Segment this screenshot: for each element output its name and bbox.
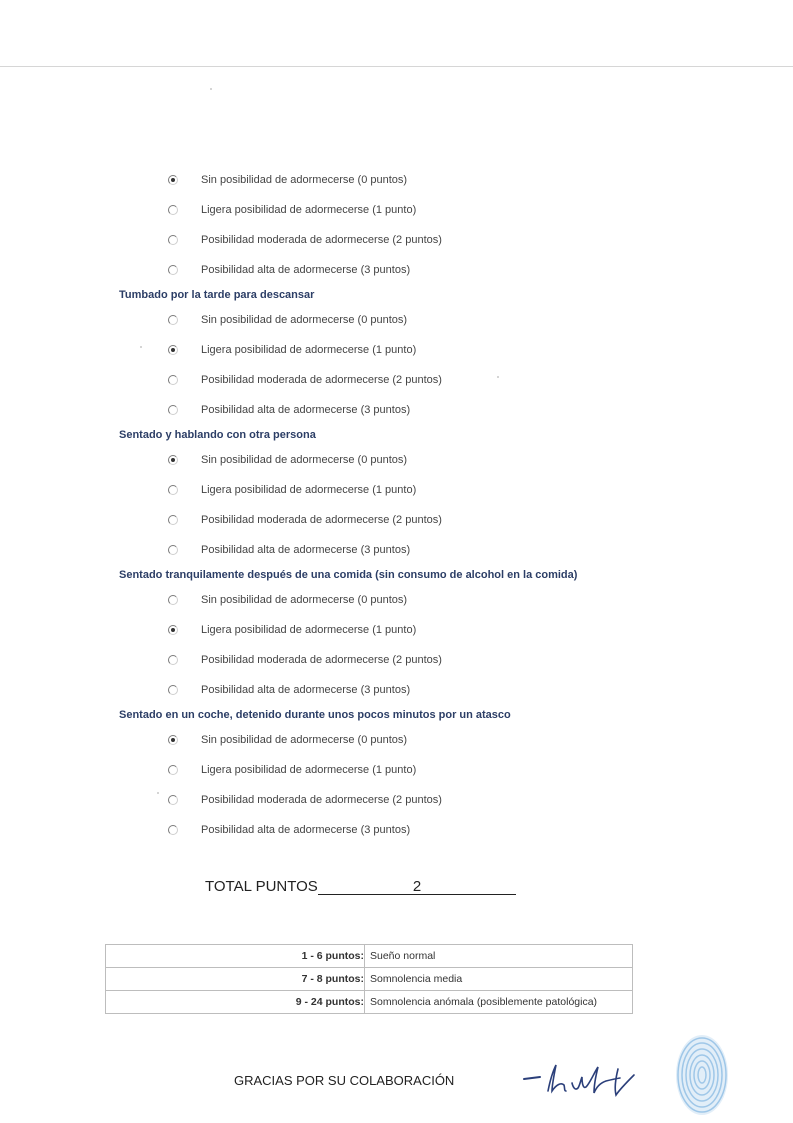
option-label: Sin posibilidad de adormecerse (0 puntos): [201, 174, 408, 186]
radio-button[interactable]: [168, 765, 178, 775]
option-label: Posibilidad alta de adormecerse (3 puntos): [201, 404, 411, 416]
radio-option[interactable]: [168, 762, 416, 778]
option-label: Sin posibilidad de adormecerse (0 puntos): [201, 594, 408, 606]
radio-option[interactable]: [168, 732, 407, 748]
radio-button[interactable]: [168, 825, 178, 835]
score-description: Somnolencia media: [365, 968, 633, 991]
radio-button[interactable]: [168, 625, 178, 635]
radio-option[interactable]: [168, 592, 407, 608]
radio-option[interactable]: [168, 622, 416, 638]
radio-button[interactable]: [168, 455, 178, 465]
option-label: Ligera posibilidad de adormecerse (1 punto): [201, 624, 417, 636]
radio-button[interactable]: [168, 175, 178, 185]
radio-option[interactable]: [168, 512, 442, 528]
radio-button[interactable]: [168, 205, 178, 215]
radio-button[interactable]: [168, 375, 178, 385]
option-label: Posibilidad moderada de adormecerse (2 puntos): [201, 654, 442, 666]
radio-button[interactable]: [168, 795, 178, 805]
option-label: Posibilidad moderada de adormecerse (2 puntos): [201, 234, 442, 246]
option-label: Posibilidad alta de adormecerse (3 puntos): [201, 684, 411, 696]
option-label: Sin posibilidad de adormecerse (0 puntos): [201, 314, 408, 326]
radio-option[interactable]: [168, 482, 416, 498]
question-title: Sentado y hablando con otra persona: [119, 429, 316, 441]
question-title: Sentado en un coche, detenido durante unos pocos minutos por un atasco: [119, 709, 511, 721]
table-row: [106, 968, 633, 991]
option-label: Ligera posibilidad de adormecerse (1 punto): [201, 344, 417, 356]
total-underline: [318, 878, 413, 895]
radio-option[interactable]: [168, 342, 416, 358]
option-label: Posibilidad moderada de adormecerse (2 puntos): [201, 794, 442, 806]
radio-button[interactable]: [168, 595, 178, 605]
thanks-text: GRACIAS POR SU COLABORACIÓN: [234, 1073, 455, 1088]
radio-button[interactable]: [168, 345, 178, 355]
radio-option[interactable]: [168, 792, 442, 808]
radio-option[interactable]: [168, 822, 410, 838]
radio-button[interactable]: [168, 545, 178, 555]
scan-speck: [210, 88, 212, 90]
option-label: Posibilidad alta de adormecerse (3 puntos): [201, 824, 411, 836]
radio-option[interactable]: [168, 262, 410, 278]
score-range: 9 - 24 puntos:: [106, 991, 365, 1014]
total-label: TOTAL PUNTOS: [205, 878, 318, 895]
option-label: Sin posibilidad de adormecerse (0 puntos): [201, 454, 408, 466]
option-label: Sin posibilidad de adormecerse (0 puntos): [201, 734, 408, 746]
radio-option[interactable]: [168, 312, 407, 328]
radio-option[interactable]: [168, 372, 442, 388]
total-value[interactable]: 2: [412, 878, 422, 895]
radio-button[interactable]: [168, 485, 178, 495]
radio-button[interactable]: [168, 515, 178, 525]
table-row: [106, 991, 633, 1014]
scan-speck: [497, 376, 499, 378]
radio-button[interactable]: [168, 315, 178, 325]
option-label: Ligera posibilidad de adormecerse (1 punto): [201, 764, 417, 776]
table-row: [106, 945, 633, 968]
radio-button[interactable]: [168, 735, 178, 745]
score-legend-table: [105, 944, 633, 1014]
option-label: Posibilidad moderada de adormecerse (2 puntos): [201, 374, 442, 386]
radio-option[interactable]: [168, 682, 410, 698]
radio-button[interactable]: [168, 235, 178, 245]
radio-option[interactable]: [168, 542, 410, 558]
page-top-rule: [0, 66, 793, 67]
total-underline: [421, 878, 516, 895]
radio-option[interactable]: [168, 202, 416, 218]
radio-button[interactable]: [168, 655, 178, 665]
radio-option[interactable]: [168, 452, 407, 468]
option-label: Posibilidad moderada de adormecerse (2 puntos): [201, 514, 442, 526]
question-title: Sentado tranquilamente después de una comida (sin consumo de alcohol en la comida): [119, 569, 578, 581]
score-description: Sueño normal: [365, 945, 633, 968]
radio-button[interactable]: [168, 405, 178, 415]
radio-button[interactable]: [168, 685, 178, 695]
scan-speck: [157, 792, 159, 794]
scan-speck: [140, 346, 142, 348]
total-score: [205, 878, 516, 895]
score-range: 7 - 8 puntos:: [106, 968, 365, 991]
question-title: Tumbado por la tarde para descansar: [119, 289, 315, 301]
option-label: Posibilidad alta de adormecerse (3 puntos): [201, 264, 411, 276]
option-label: Ligera posibilidad de adormecerse (1 punto): [201, 484, 417, 496]
radio-option[interactable]: [168, 402, 410, 418]
radio-option[interactable]: [168, 652, 442, 668]
signature-icon: [520, 1055, 650, 1100]
fingerprint-icon: [672, 1030, 732, 1120]
score-range: 1 - 6 puntos:: [106, 945, 365, 968]
radio-option[interactable]: [168, 172, 407, 188]
score-description: Somnolencia anómala (posiblemente patológica): [365, 991, 633, 1014]
option-label: Ligera posibilidad de adormecerse (1 punto): [201, 204, 417, 216]
radio-option[interactable]: [168, 232, 442, 248]
radio-button[interactable]: [168, 265, 178, 275]
option-label: Posibilidad alta de adormecerse (3 puntos): [201, 544, 411, 556]
